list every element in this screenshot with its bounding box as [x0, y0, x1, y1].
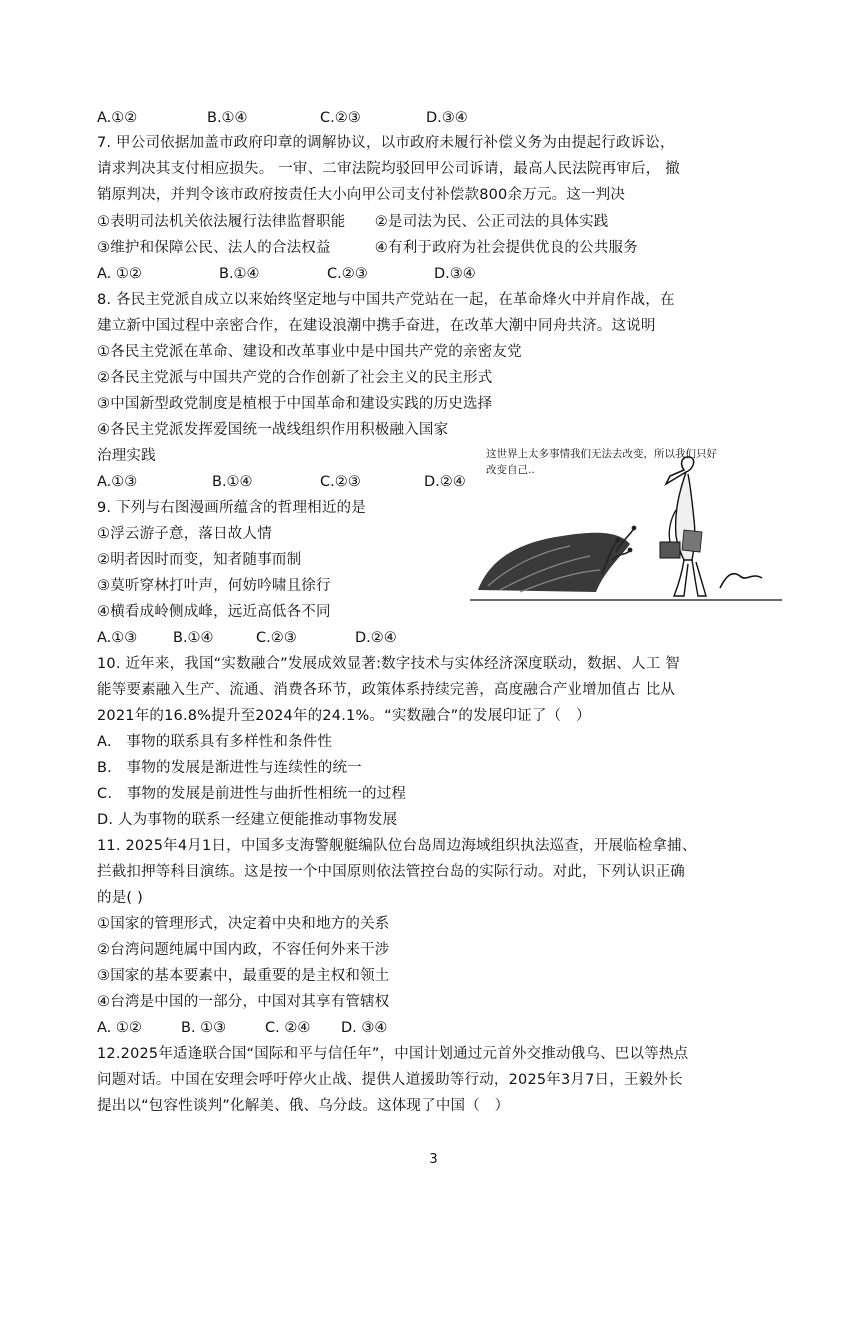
q11-choice-4: ④台湾是中国的一部分，中国对其享有管辖权: [97, 994, 390, 1010]
q11-line-2: 拦截扣押等科目演练。这是按一个中国原则依法管控台岛的实际行动。对此，下列认识正确: [97, 864, 685, 880]
q8-line-1: 8. 各民主党派自成立以来始终坚定地与中国共产党站在一起，在革命烽火中并肩作战，在: [97, 292, 675, 308]
q7-line-1: 7. 甲公司依据加盖市政府印章的调解协议，以市政府未履行补偿义务为由提起行政诉讼，: [97, 135, 675, 151]
option-a: A. ①②: [97, 1020, 142, 1036]
q8-choice-1: ①各民主党派在革命、建设和改革事业中是中国共产党的亲密友党: [97, 344, 522, 360]
q12-line-1: 12.2025年适逢联合国“国际和平与信任年”，中国计划通过元首外交推动俄乌、巴以等热点: [97, 1046, 689, 1062]
q8-choice-4: ④各民主党派发挥爱国统一战线组织作用积极融入国家: [97, 422, 449, 438]
q8-choice-2: ②各民主党派与中国共产党的合作创新了社会主义的民主形式: [97, 370, 493, 386]
option-b: B.①④: [219, 266, 260, 282]
q10-line-3: 2021年的16.8%提升至2024年的24.1%。“实数融合”的发展印证了（ ）: [97, 708, 591, 724]
q9-choice-4: ④横看成岭侧成峰，远近高低各不同: [97, 604, 331, 620]
q11-choice-3: ③国家的基本要素中，最重要的是主权和领土: [97, 968, 390, 984]
option-c: C.②③: [256, 630, 297, 646]
q9-stem: 9. 下列与右图漫画所蕴含的哲理相近的是: [97, 500, 366, 516]
q9-choice-1: ①浮云游子意，落日故人情: [97, 526, 272, 542]
q12-line-3: 提出以“包容性谈判”化解美、俄、乌分歧。这体现了中国（ ）: [97, 1098, 510, 1114]
option-c: C.②③: [327, 266, 368, 282]
option-a: A.①③: [97, 474, 138, 490]
q10-line-2: 能等要素融入生产、流通、消费各环节，政策体系持续完善，高度融合产业增加值占 比从: [97, 682, 676, 698]
q12-line-2: 问题对话。中国在安理会呼吁停火止战、提供人道援助等行动，2025年3月7日，王毅外长: [97, 1072, 683, 1088]
option-d: D. ③④: [341, 1020, 388, 1036]
q11-choice-1: ①国家的管理形式，决定着中央和地方的关系: [97, 916, 390, 932]
option-d: D.③④: [426, 110, 468, 126]
q9-choice-3: ③莫听穿林打叶声，何妨吟啸且徐行: [97, 578, 331, 594]
option-b: B.①④: [207, 110, 248, 126]
option-a: A. ①②: [97, 266, 142, 282]
q8-line-2: 建立新中国过程中亲密合作，在建设浪潮中携手奋进，在改革大潮中同舟共济。这说明: [97, 318, 656, 334]
option-b: B.①④: [212, 474, 253, 490]
q11-line-1: 11. 2025年4月1日，中国多支海警舰艇编队位台岛周边海域组织执法巡查，开展临检拿捕、: [97, 838, 697, 854]
q10-option-d: D. 人为事物的联系一经建立便能推动事物发展: [97, 812, 398, 828]
option-a: A.①②: [97, 110, 138, 126]
option-b: B. ①③: [181, 1020, 227, 1036]
q9-choice-2: ②明者因时而变，知者随事而制: [97, 552, 302, 568]
cartoon-caption: 这世界上太多事情我们无法去改变，所以我们只好改变自己..: [486, 448, 717, 476]
q7-line-2: 请求判决其支付相应损失。 一审、二审法院均驳回甲公司诉请，最高人民法院再审后， 撤: [97, 161, 680, 177]
option-b: B.①④: [173, 630, 214, 646]
option-c: C. ②④: [265, 1020, 311, 1036]
q8-choice-4-cont: 治理实践: [97, 448, 156, 464]
page-number: 3: [429, 1152, 438, 1167]
q7-choice-12: ①表明司法机关依法履行法律监督职能 ②是司法为民、公正司法的具体实践: [97, 214, 609, 230]
q10-option-c: C. 事物的发展是前进性与曲折性相统一的过程: [97, 786, 407, 802]
q11-choice-2: ②台湾问题纯属中国内政，不容任何外来干涉: [97, 942, 390, 958]
q8-choice-3: ③中国新型政党制度是植根于中国革命和建设实践的历史选择: [97, 396, 493, 412]
q10-option-a: A. 事物的联系具有多样性和条件性: [97, 734, 333, 750]
q7-line-3: 销原判决，并判令该市政府按责任大小向甲公司支付补偿款800余万元。这一判决: [97, 187, 626, 203]
option-c: C.②③: [320, 474, 361, 490]
q7-choice-34: ③维护和保障公民、法人的合法权益 ④有利于政府为社会提供优良的公共服务: [97, 240, 638, 256]
q10-line-1: 10. 近年来，我国“实数融合”发展成效显著:数字技术与实体经济深度联动，数据、人工 智: [97, 656, 680, 672]
option-d: D.②④: [424, 474, 466, 490]
option-a: A.①③: [97, 630, 138, 646]
q10-option-b: B. 事物的发展是渐进性与连续性的统一: [97, 760, 362, 776]
option-d: D.②④: [355, 630, 397, 646]
option-c: C.②③: [320, 110, 361, 126]
cartoon-illustration: [470, 440, 782, 606]
q11-line-3: 的是( ): [97, 890, 143, 906]
option-d: D.③④: [434, 266, 476, 282]
